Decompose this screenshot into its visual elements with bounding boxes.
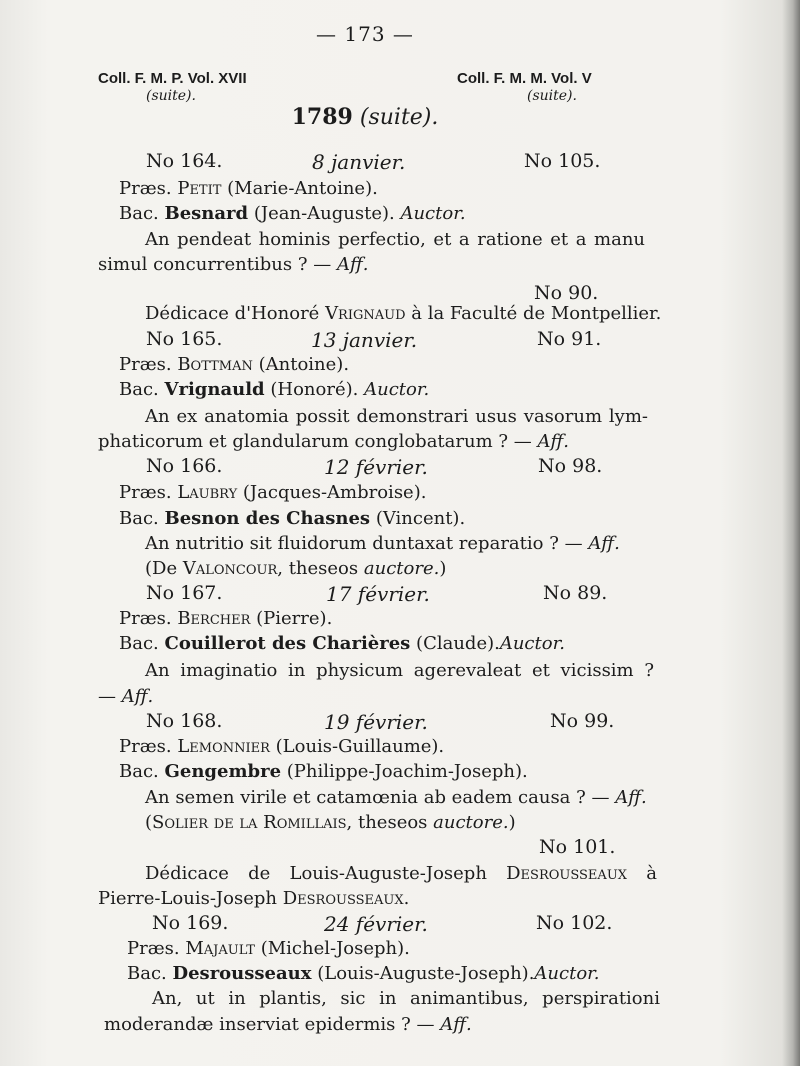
dedication-number: No 101. [539, 836, 616, 858]
affirmative-label: Aff. [336, 254, 369, 275]
entry-number: No 168. [146, 710, 223, 732]
left-collection-suite: (suite). [146, 88, 196, 104]
affirmative-label: Aff. [537, 431, 569, 452]
bachelor-name: Gengembre [164, 761, 282, 782]
dedicant-name: Desrousseaux [506, 863, 628, 884]
page-number: — 173 — [316, 22, 414, 46]
thesis-line: — Aff. [98, 686, 154, 707]
praeses-name: Bercher [177, 608, 251, 629]
year-suite: (suite). [359, 105, 439, 130]
praeses-line: Præs. Bercher (Pierre). [119, 608, 333, 629]
year-heading [0, 104, 730, 130]
praeses-name: Majault [185, 938, 255, 959]
right-collection-suite: (suite). [527, 88, 577, 104]
entry-number: No 167. [146, 582, 223, 604]
entry-number-right: No 99. [550, 710, 615, 732]
dedication-line: Dédicace de Louis-Auguste-Joseph Desrousseaux à [145, 863, 657, 884]
thesis-line: An pendeat hominis perfectio, et a ratione et a manu [145, 229, 645, 250]
dedicatee-name: Desrousseaux [282, 888, 404, 909]
entry-number: No 165. [146, 328, 223, 350]
praeses-line [119, 177, 378, 201]
entry-number-right: No 91. [537, 328, 602, 350]
affirmative-label: Aff. [615, 787, 647, 808]
year-value: 1789 [291, 104, 353, 130]
bachelor-prefix: Bac. [119, 203, 159, 224]
auctor-label: Auctor. [499, 633, 565, 654]
dedication-line: Pierre-Louis-Joseph Desrousseaux. [98, 888, 410, 909]
entry-number: No 169. [152, 912, 229, 934]
entry-number-right: No 102. [536, 912, 613, 934]
affirmative-label: Aff. [121, 686, 154, 707]
bachelor-line: Bac. Gengembre (Philippe-Joachim-Joseph). [119, 761, 528, 782]
bachelor-given-names: (Jean-Auguste). [253, 203, 395, 224]
thesis-line: An nutritio sit fluidorum duntaxat reparatio ? — Aff. [145, 533, 620, 554]
affirmative-label: Aff. [440, 1014, 472, 1035]
praeses-line: Præs. Lemonnier (Louis-Guillaume). [119, 736, 445, 757]
author-note: (Solier de la Romillais, theseos auctore.) [145, 812, 516, 833]
affirmative-label: Aff. [588, 533, 620, 554]
bachelor-line: Bac. Desrousseaux (Louis-Auguste-Joseph).Auctor. [127, 963, 600, 984]
praeses-name: Bottman [177, 354, 253, 375]
bachelor-line: Bac. Vrignauld (Honoré). Auctor. [119, 379, 430, 400]
bachelor-line: Bac. Besnon des Chasnes (Vincent). [119, 508, 466, 529]
praeses-name: Laubry [177, 482, 238, 503]
bachelor-line [119, 202, 466, 226]
thesis-line: moderandæ inserviat epidermis ? — Aff. [104, 1014, 472, 1035]
bachelor-name: Couillerot des Charières [164, 633, 411, 654]
thesis-line: phaticorum et glandularum conglobatarum ? — Aff. [98, 431, 569, 452]
auctor-label: Auctor. [534, 963, 600, 984]
auctor-label: Auctor. [400, 203, 466, 224]
praeses-line: Præs. Bottman (Antoine). [119, 354, 350, 375]
entry-number-right: No 98. [538, 455, 603, 477]
author-name: Solier de la Romillais [152, 812, 347, 833]
entry-number-right: No 105. [524, 150, 601, 172]
bachelor-line: Bac. Couillerot des Charières (Claude).Auctor. [119, 633, 565, 654]
thesis-line: An semen virile et catamœnia ab eadem causa ? — Aff. [145, 787, 647, 808]
praeses-line: Præs. Laubry (Jacques-Ambroise). [119, 482, 427, 503]
praeses-name: Petit [177, 178, 222, 199]
dedication-line: Dédicace d'Honoré Vrignaud à la Faculté de Montpellier. [145, 303, 662, 324]
entry-date: 12 février. [324, 455, 428, 479]
author-name: Valoncour [182, 558, 278, 579]
entry-number: No 166. [146, 455, 223, 477]
left-collection-label: Coll. F. M. P. Vol. XVII [98, 70, 247, 87]
dedicant-name: Vrignaud [325, 303, 406, 324]
right-collection-label: Coll. F. M. M. Vol. V [457, 70, 592, 87]
praeses-line: Præs. Majault (Michel-Joseph). [127, 938, 410, 959]
entry-date: 17 février. [326, 582, 430, 606]
entry-number-right: No 89. [543, 582, 608, 604]
auctor-label: Auctor. [364, 379, 430, 400]
entry-number: No 164. [146, 150, 223, 172]
praeses-prefix: Præs. [119, 178, 172, 199]
author-note: (De Valoncour, theseos auctore.) [145, 558, 447, 579]
entry-date: 24 février. [324, 912, 428, 936]
bachelor-name: Desrousseaux [172, 963, 312, 984]
thesis-line: An ex anatomia possit demonstrari usus vasorum lym- [145, 406, 648, 427]
bachelor-name: Vrignauld [164, 379, 265, 400]
thesis-line: An imaginatio in physicum agerevaleat et vicissim ? [145, 660, 654, 681]
entry-date: 8 janvier. [312, 150, 406, 174]
thesis-line: simul concurrentibus ? — Aff. [98, 254, 369, 275]
dedication-number: No 90. [534, 282, 599, 304]
page-spine-shadow [782, 0, 800, 1066]
entry-date: 19 février. [324, 710, 428, 734]
bachelor-name: Besnon des Chasnes [164, 508, 371, 529]
praeses-given-names: (Marie-Antoine). [227, 178, 378, 199]
thesis-line: An, ut in plantis, sic in animantibus, perspirationi [152, 988, 660, 1009]
entry-date: 13 janvier. [311, 328, 418, 352]
praeses-name: Lemonnier [177, 736, 270, 757]
bachelor-name: Besnard [164, 203, 249, 224]
